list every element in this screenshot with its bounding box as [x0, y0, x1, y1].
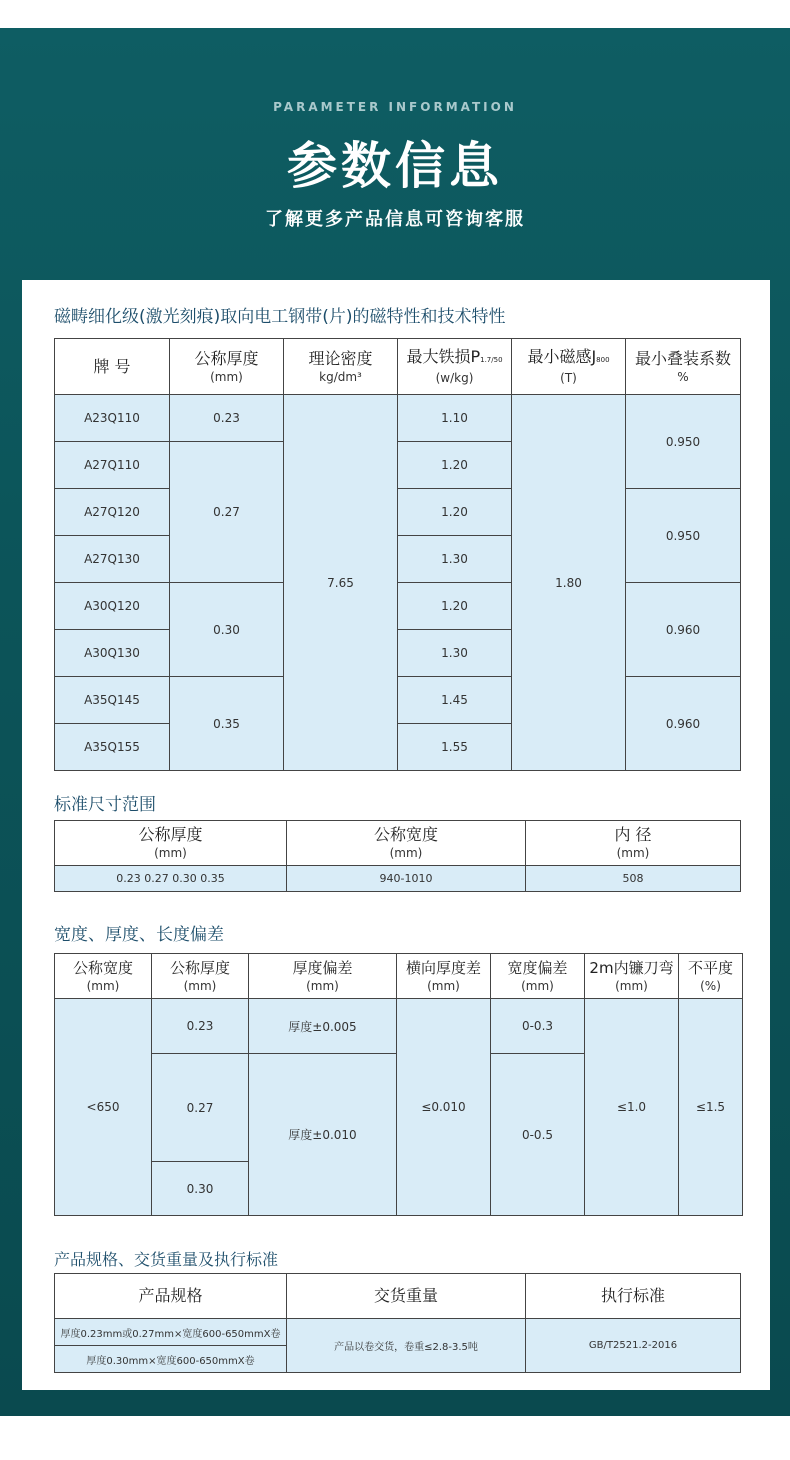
loss-cell: 1.20 — [398, 442, 512, 489]
stacking-cell: 0.960 — [626, 677, 741, 771]
header-thickness: 公称厚度 (mm) — [152, 954, 249, 999]
size-range-table — [54, 820, 741, 892]
table-header-row — [55, 954, 743, 999]
grade-cell: A23Q110 — [55, 395, 170, 442]
cross-diff-cell: ≤0.010 — [397, 999, 491, 1216]
header-flatness: 不平度 (%) — [679, 954, 743, 999]
header-spec: 产品规格 — [55, 1274, 287, 1319]
stacking-cell: 0.960 — [626, 583, 741, 677]
header-nominal-thickness: 公称厚度 (mm) — [55, 821, 287, 866]
induction-cell: 1.80 — [512, 395, 626, 771]
camber-cell: ≤1.0 — [585, 999, 679, 1216]
header-width-dev: 宽度偏差 (mm) — [491, 954, 585, 999]
header-nominal-width: 公称宽度 (mm) — [287, 821, 526, 866]
thickness-dev-cell: 厚度±0.010 — [249, 1054, 397, 1216]
section3-title: 宽度、厚度、长度偏差 — [54, 925, 224, 945]
table-row — [55, 1319, 741, 1346]
thickness-values: 0.23 0.27 0.30 0.35 — [55, 866, 287, 892]
standard-cell: GB/T2521.2-2016 — [526, 1319, 741, 1373]
header-camber: 2m内镰刀弯 (mm) — [585, 954, 679, 999]
thickness-cell: 0.27 — [170, 442, 284, 583]
thickness-cell: 0.23 — [170, 395, 284, 442]
page-subtitle: 了解更多产品信息可咨询客服 — [265, 209, 525, 230]
content-card — [22, 280, 770, 1390]
magnetic-properties-table — [54, 338, 741, 771]
spec-cell: 厚度0.23mm或0.27mm×宽度600-650mmX卷 — [55, 1319, 287, 1346]
header-weight: 交货重量 — [287, 1274, 526, 1319]
thickness-cell: 0.30 — [152, 1162, 249, 1216]
loss-cell: 1.20 — [398, 489, 512, 536]
loss-cell: 1.20 — [398, 583, 512, 630]
header-thickness: 公称厚度 (mm) — [170, 339, 284, 395]
table-header-row — [55, 1274, 741, 1319]
grade-cell: A35Q155 — [55, 724, 170, 771]
weight-cell: 产品以卷交货，卷重≤2.8-3.5吨 — [287, 1319, 526, 1373]
header-inner-diameter: 内 径 (mm) — [526, 821, 741, 866]
table-row — [55, 677, 741, 724]
stacking-cell: 0.950 — [626, 489, 741, 583]
stacking-cell: 0.950 — [626, 395, 741, 489]
width-dev-cell: 0-0.3 — [491, 999, 585, 1054]
thickness-cell: 0.30 — [170, 583, 284, 677]
loss-cell: 1.55 — [398, 724, 512, 771]
table-header-row — [55, 339, 741, 395]
header-width: 公称宽度 (mm) — [55, 954, 152, 999]
header-standard: 执行标准 — [526, 1274, 741, 1319]
density-cell: 7.65 — [284, 395, 398, 771]
thickness-cell: 0.27 — [152, 1054, 249, 1162]
flatness-cell: ≤1.5 — [679, 999, 743, 1216]
table-row — [55, 999, 743, 1054]
spec-standard-table — [54, 1273, 741, 1373]
loss-cell: 1.30 — [398, 536, 512, 583]
header-cross-diff: 横向厚度差 (mm) — [397, 954, 491, 999]
header-induction: 最小磁感J800 (T) — [512, 339, 626, 395]
tolerance-table — [54, 953, 743, 1216]
width-cell: <650 — [55, 999, 152, 1216]
table-row — [55, 866, 741, 892]
loss-cell: 1.30 — [398, 630, 512, 677]
section4-title: 产品规格、交货重量及执行标准 — [54, 1250, 279, 1269]
grade-cell: A30Q130 — [55, 630, 170, 677]
grade-cell: A27Q130 — [55, 536, 170, 583]
thickness-cell: 0.35 — [170, 677, 284, 771]
thickness-dev-cell: 厚度±0.005 — [249, 999, 397, 1054]
loss-cell: 1.10 — [398, 395, 512, 442]
width-values: 940-1010 — [287, 866, 526, 892]
table-row — [55, 489, 741, 536]
section1-title: 磁畴细化级(激光刻痕)取向电工钢带(片)的磁特性和技术特性 — [54, 307, 506, 327]
header-loss: 最大铁损P1.7/50 (w/kg) — [398, 339, 512, 395]
header-grade: 牌 号 — [55, 339, 170, 395]
table-header-row — [55, 821, 741, 866]
thickness-cell: 0.23 — [152, 999, 249, 1054]
grade-cell: A27Q110 — [55, 442, 170, 489]
header-english: PARAMETER INFORMATION — [273, 100, 517, 114]
grade-cell: A30Q120 — [55, 583, 170, 630]
table-row — [55, 395, 741, 442]
spec-cell: 厚度0.30mm×宽度600-650mmX卷 — [55, 1346, 287, 1373]
grade-cell: A27Q120 — [55, 489, 170, 536]
table-row — [55, 583, 741, 630]
header-density: 理论密度 kg/dm³ — [284, 339, 398, 395]
header-stacking: 最小叠装系数 % — [626, 339, 741, 395]
width-dev-cell: 0-0.5 — [491, 1054, 585, 1216]
header-thickness-dev: 厚度偏差 (mm) — [249, 954, 397, 999]
grade-cell: A35Q145 — [55, 677, 170, 724]
section2-title: 标准尺寸范围 — [54, 795, 156, 815]
page-title: 参数信息 — [287, 137, 503, 195]
diameter-values: 508 — [526, 866, 741, 892]
loss-cell: 1.45 — [398, 677, 512, 724]
